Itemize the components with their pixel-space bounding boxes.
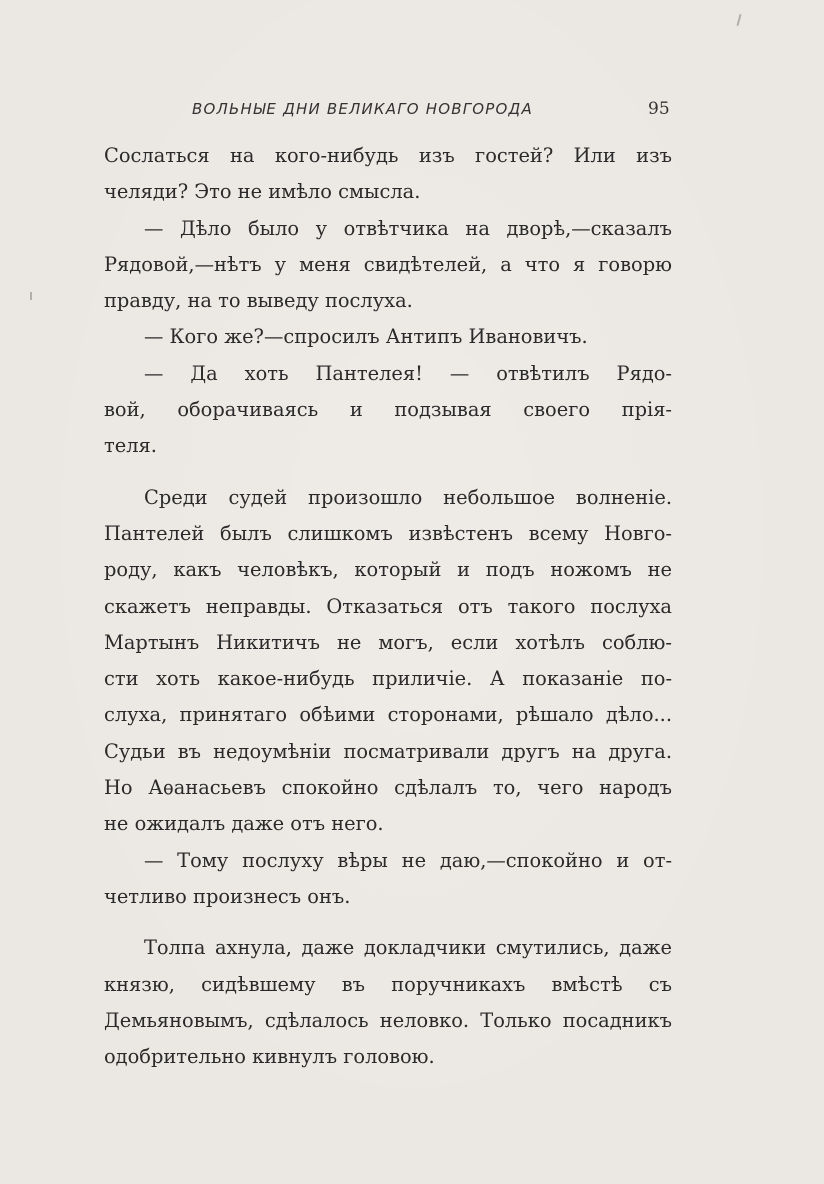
text-line: роду, какъ человѣкъ, который и подъ ножомъ не <box>104 558 672 582</box>
text-line: сти хоть какое-нибудь приличіе. А показаніе по- <box>104 667 672 691</box>
margin-mark <box>736 14 741 26</box>
paragraph-gap <box>104 465 672 480</box>
text-line: одобрительно кивнулъ головою. <box>104 1045 435 1069</box>
text-line: теля. <box>104 434 157 458</box>
text-line: Рядовой,—нѣтъ у меня свидѣтелей, а что я говорю <box>104 252 672 276</box>
text-line: Среди судей произошло небольшое волненіе. <box>144 485 672 509</box>
text-line: — Дѣло было у отвѣтчика на дворѣ,—сказалъ <box>144 216 672 240</box>
text-line: четливо произнесъ онъ. <box>104 884 351 908</box>
text-line: князю, сидѣвшему въ поручникахъ вмѣстѣ съ <box>104 972 672 996</box>
body-text <box>104 138 672 1075</box>
text-line: — Тому послуху вѣры не даю,—спокойно и от- <box>144 848 672 872</box>
text-line: Толпа ахнула, даже докладчики смутились, даже <box>144 936 672 960</box>
margin-mark <box>30 292 32 300</box>
text-line: Судьи въ недоумѣніи посматривали другъ на друга. <box>104 739 672 763</box>
text-line: не ожидалъ даже отъ него. <box>104 812 384 836</box>
text-line: — Да хоть Пантелея! — отвѣтилъ Рядо- <box>144 361 672 385</box>
text-line: Сослаться на кого-нибудь изъ гостей? Или изъ <box>104 144 672 167</box>
page-number: 95 <box>648 99 670 119</box>
paragraph-gap <box>104 915 672 930</box>
text-line: вой, оборачиваясь и подзывая своего прія- <box>104 398 672 422</box>
running-title: ВОЛЬНЫЕ ДНИ ВЕЛИКАГО НОВГОРОДА <box>192 100 533 118</box>
text-line: Пантелей былъ слишкомъ извѣстенъ всему Новго- <box>104 521 672 545</box>
text-line: скажетъ неправды. Отказаться отъ такого послуха <box>104 594 672 618</box>
text-line: Демьяновымъ, сдѣлалось неловко. Только посадникъ <box>104 1008 672 1032</box>
text-line: челяди? Это не имѣло смысла. <box>104 180 421 204</box>
text-line: Мартынъ Никитичъ не могъ, если хотѣлъ соблю- <box>104 630 672 654</box>
text-line: — Кого же?—спросилъ Антипъ Ивановичъ. <box>144 325 588 349</box>
text-line: слуха, принятаго обѣими сторонами, рѣшало дѣло... <box>104 703 672 727</box>
text-line: Но Аѳанасьевъ спокойно сдѣлалъ то, чего народъ <box>104 776 672 800</box>
text-line: правду, на то выведу послуха. <box>104 289 413 313</box>
